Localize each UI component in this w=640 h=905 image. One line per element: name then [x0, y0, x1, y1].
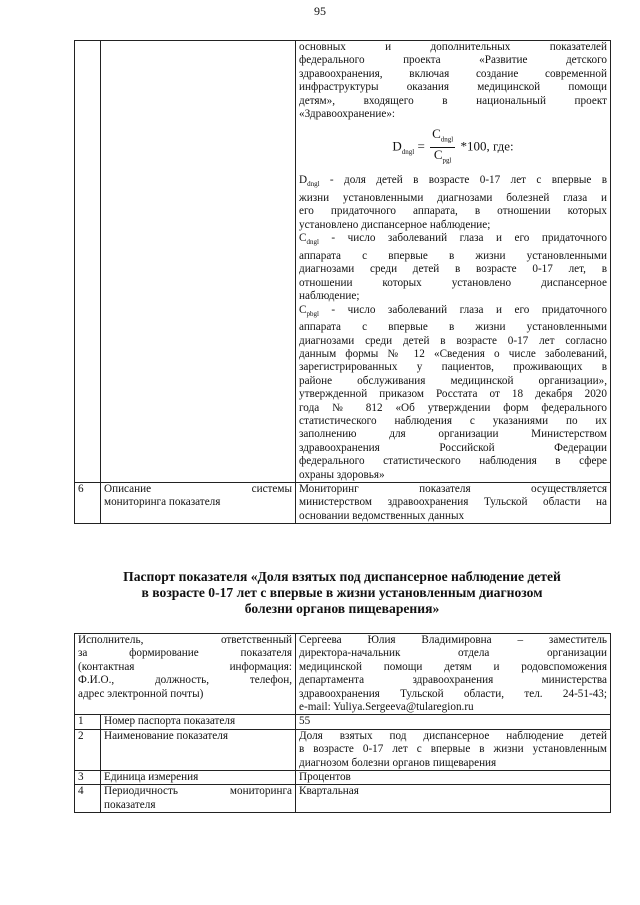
- text-line: федерального проекта «Развитие детского: [299, 54, 607, 67]
- text-line: медицинской помощи детям и родовспоможения: [299, 660, 608, 673]
- formula: $D_{dngl}$ = $\frac{C_{dngl}}{C_{pgl}}$ *100, где:: [299, 127, 607, 168]
- text-line: $C_{dngl}$ - число заболеваний глаза и его придаточного: [299, 232, 607, 247]
- text-line: $C_{pbgl}$ - число заболеваний глаза и его придаточного: [299, 303, 607, 318]
- text-line: Номер паспорта показателя: [104, 715, 236, 728]
- text-line: охраны здоровья»: [299, 468, 385, 481]
- indicator-table-continued: [74, 40, 611, 524]
- text-line: в возрасте 0-17 лет с впервые в жизни установленным: [299, 743, 608, 756]
- text-line: показателя: [104, 798, 156, 811]
- text-line: диагнозом болезни органов пищеварения: [299, 756, 497, 769]
- definition-c1: [299, 232, 607, 303]
- text-line: за формирование показателя: [78, 647, 293, 660]
- text-line: года № 812 «Об утверждении форм федерального: [299, 401, 607, 414]
- text-line: Единица измерения: [104, 771, 199, 784]
- text-line: основании ведомственных данных: [299, 509, 465, 522]
- text-line: заполнению для организации Министерством: [299, 428, 607, 441]
- row-number-cell: [75, 41, 101, 483]
- text-line: федерального статистического наблюдения в сфере: [299, 455, 607, 468]
- section-title: [74, 569, 610, 617]
- text-line: департамента здравоохранения министерства: [299, 674, 608, 687]
- text-line: Описание системы: [104, 483, 292, 496]
- row-number-cell: 4: [75, 785, 101, 813]
- value-cell: [296, 634, 611, 715]
- table-row: [75, 729, 611, 770]
- row-number-cell: 3: [75, 771, 101, 785]
- value-cell: [296, 771, 611, 785]
- value-cell: [296, 715, 611, 729]
- text-line: Ф.И.О., должность, телефон,: [78, 674, 293, 687]
- text-line: здравоохранения Тульской области, тел. 24-51-43;: [299, 687, 608, 700]
- formula-tail: *100, где:: [460, 138, 514, 154]
- table-row: [75, 483, 611, 524]
- label-cell: [101, 483, 296, 524]
- definition-c2: [299, 304, 607, 483]
- formula-lhs: D: [392, 138, 402, 154]
- text-line: 55: [299, 715, 311, 728]
- label-cell: [75, 634, 296, 715]
- formula-denominator: C: [433, 147, 443, 163]
- value-cell: [296, 41, 611, 483]
- text-line: e-mail: Yuliya.Sergeeva@tularegion.ru: [299, 701, 474, 714]
- text-line: Периодичность мониторинга: [104, 785, 293, 798]
- formula-lhs-sub: dngl: [401, 148, 415, 157]
- text-line: аппарата с впервые в жизни установленными: [299, 249, 607, 262]
- label-cell: [101, 41, 296, 483]
- text-line: Наименование показателя: [104, 729, 228, 742]
- text-line: Квартальная: [299, 785, 359, 798]
- label-cell: [101, 771, 296, 785]
- row-number-cell: 1: [75, 715, 101, 729]
- title-line: в возрасте 0-17 лет с впервые в жизни установленным диагнозом: [141, 585, 543, 600]
- text-line: статистического наблюдения с указаниями по их: [299, 415, 607, 428]
- text-line: Процентов: [299, 771, 351, 784]
- text-line: установлено диспансерное наблюдение;: [299, 218, 491, 231]
- formula-numerator: C: [432, 126, 441, 142]
- text-line: его придаточного аппарата, в отношении которых: [299, 205, 607, 218]
- page-number: 95: [314, 4, 326, 18]
- table-row: [75, 785, 611, 813]
- text-line: Доля взятых под диспансерное наблюдение детей: [299, 729, 608, 742]
- formula-numerator-sub: dngl: [440, 136, 454, 145]
- indicator-passport-table: [74, 633, 611, 813]
- continuation-text: [299, 41, 607, 121]
- scan-noise: [0, 893, 640, 896]
- text-line: мониторинга показателя: [104, 496, 221, 509]
- value-cell: [296, 785, 611, 813]
- formula-fraction: [430, 127, 455, 168]
- text-line: наблюдение;: [299, 290, 360, 303]
- text-line: отношении которых установлено диспансерное: [299, 276, 607, 289]
- text-line: инфраструктуры оказания медицинской помощи: [299, 81, 607, 94]
- text-line: Мониторинг показателя осуществляется: [299, 483, 607, 496]
- text-line: Исполнитель, ответственный: [78, 634, 293, 646]
- text-line: диагнозами среди детей в возрасте 0-17 лет, в: [299, 263, 607, 276]
- title-line: Паспорт показателя «Доля взятых под диспансерное наблюдение детей: [123, 569, 561, 584]
- text-line: зарегистрированных у пациентов, проживающих в: [299, 361, 607, 374]
- text-line: министерством здравоохранения Тульской области на: [299, 496, 607, 509]
- text-line: данным формы № 12 «Сведения о числе заболеваний,: [299, 348, 607, 361]
- text-line: утвержденной приказом Росстата от 18 декабря 2020: [299, 388, 607, 401]
- text-line: (контактная информация:: [78, 660, 293, 673]
- value-cell: [296, 483, 611, 524]
- table-row: [75, 715, 611, 729]
- table-row: [75, 634, 611, 715]
- text-line: «Здравоохранение»:: [299, 108, 396, 121]
- label-cell: [101, 729, 296, 770]
- text-line: директора-начальник отдела организации: [299, 647, 608, 660]
- text-line: здравоохранения, включая создание современной: [299, 67, 607, 80]
- definition-d: [299, 174, 607, 232]
- table-row: [75, 41, 611, 483]
- label-cell: [101, 785, 296, 813]
- text-line: адрес электронной почты): [78, 687, 204, 700]
- table-row: [75, 771, 611, 785]
- text-line: $D_{dngl}$ - доля детей в возрасте 0-17 лет с впервые в: [299, 174, 607, 189]
- text-line: здравоохранения Российской Федерации: [299, 441, 607, 454]
- text-line: Сергеева Юлия Владимировна – заместитель: [299, 634, 608, 646]
- label-cell: [101, 715, 296, 729]
- text-line: жизни установленными диагнозами болезней глаза и: [299, 192, 607, 205]
- text-line: районе обслуживания медицинской организации»,: [299, 374, 607, 387]
- formula-denominator-sub: pgl: [442, 157, 452, 166]
- title-line: болезни органов пищеварения»: [244, 601, 440, 616]
- text-line: детям», входящего в национальный проект: [299, 94, 607, 107]
- row-number-cell: 6: [75, 483, 101, 524]
- row-number-cell: 2: [75, 729, 101, 770]
- text-line: аппарата с впервые в жизни установленными: [299, 321, 607, 334]
- value-cell: [296, 729, 611, 770]
- text-line: диагнозами среди детей в возрасте 0-17 лет согласно: [299, 334, 607, 347]
- text-line: основных и дополнительных показателей: [299, 41, 607, 53]
